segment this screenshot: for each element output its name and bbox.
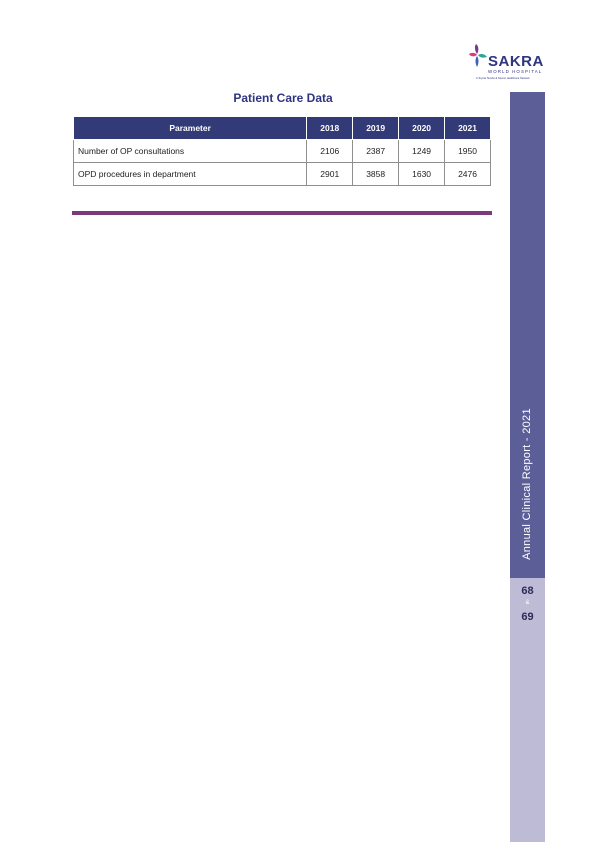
report-title-vertical: Annual Clinical Report - 2021 (521, 408, 533, 560)
table-header-row (74, 117, 491, 140)
page-number-separator: & (525, 600, 530, 606)
table-row (74, 163, 491, 186)
logo-wordmark: SAKRA (488, 53, 544, 70)
section-divider (72, 211, 492, 215)
header-year: 2019 (353, 117, 399, 140)
patient-care-table (73, 116, 491, 186)
logo-subtitle: WORLD HOSPITAL (488, 69, 543, 74)
row-label: Number of OP consultations (74, 140, 307, 163)
logo-tagline: A Toyota Tsusho & Secom Healthcare Network (476, 77, 530, 80)
section-title: Patient Care Data (233, 91, 333, 105)
header-year: 2020 (399, 117, 445, 140)
header-year: 2018 (307, 117, 353, 140)
table-cell: 2476 (445, 163, 491, 186)
header-parameter: Parameter (74, 117, 307, 140)
page-number-left: 68 (521, 585, 534, 597)
table-cell: 1249 (399, 140, 445, 163)
flower-logo-icon (468, 42, 488, 70)
hospital-logo (468, 40, 548, 86)
table-cell: 2387 (353, 140, 399, 163)
table-cell: 1630 (399, 163, 445, 186)
table-cell: 2106 (307, 140, 353, 163)
table-cell: 3858 (353, 163, 399, 186)
table-row (74, 140, 491, 163)
header-year: 2021 (445, 117, 491, 140)
table-cell: 2901 (307, 163, 353, 186)
page-number-right: 69 (521, 611, 534, 623)
table-cell: 1950 (445, 140, 491, 163)
row-label: OPD procedures in department (74, 163, 307, 186)
